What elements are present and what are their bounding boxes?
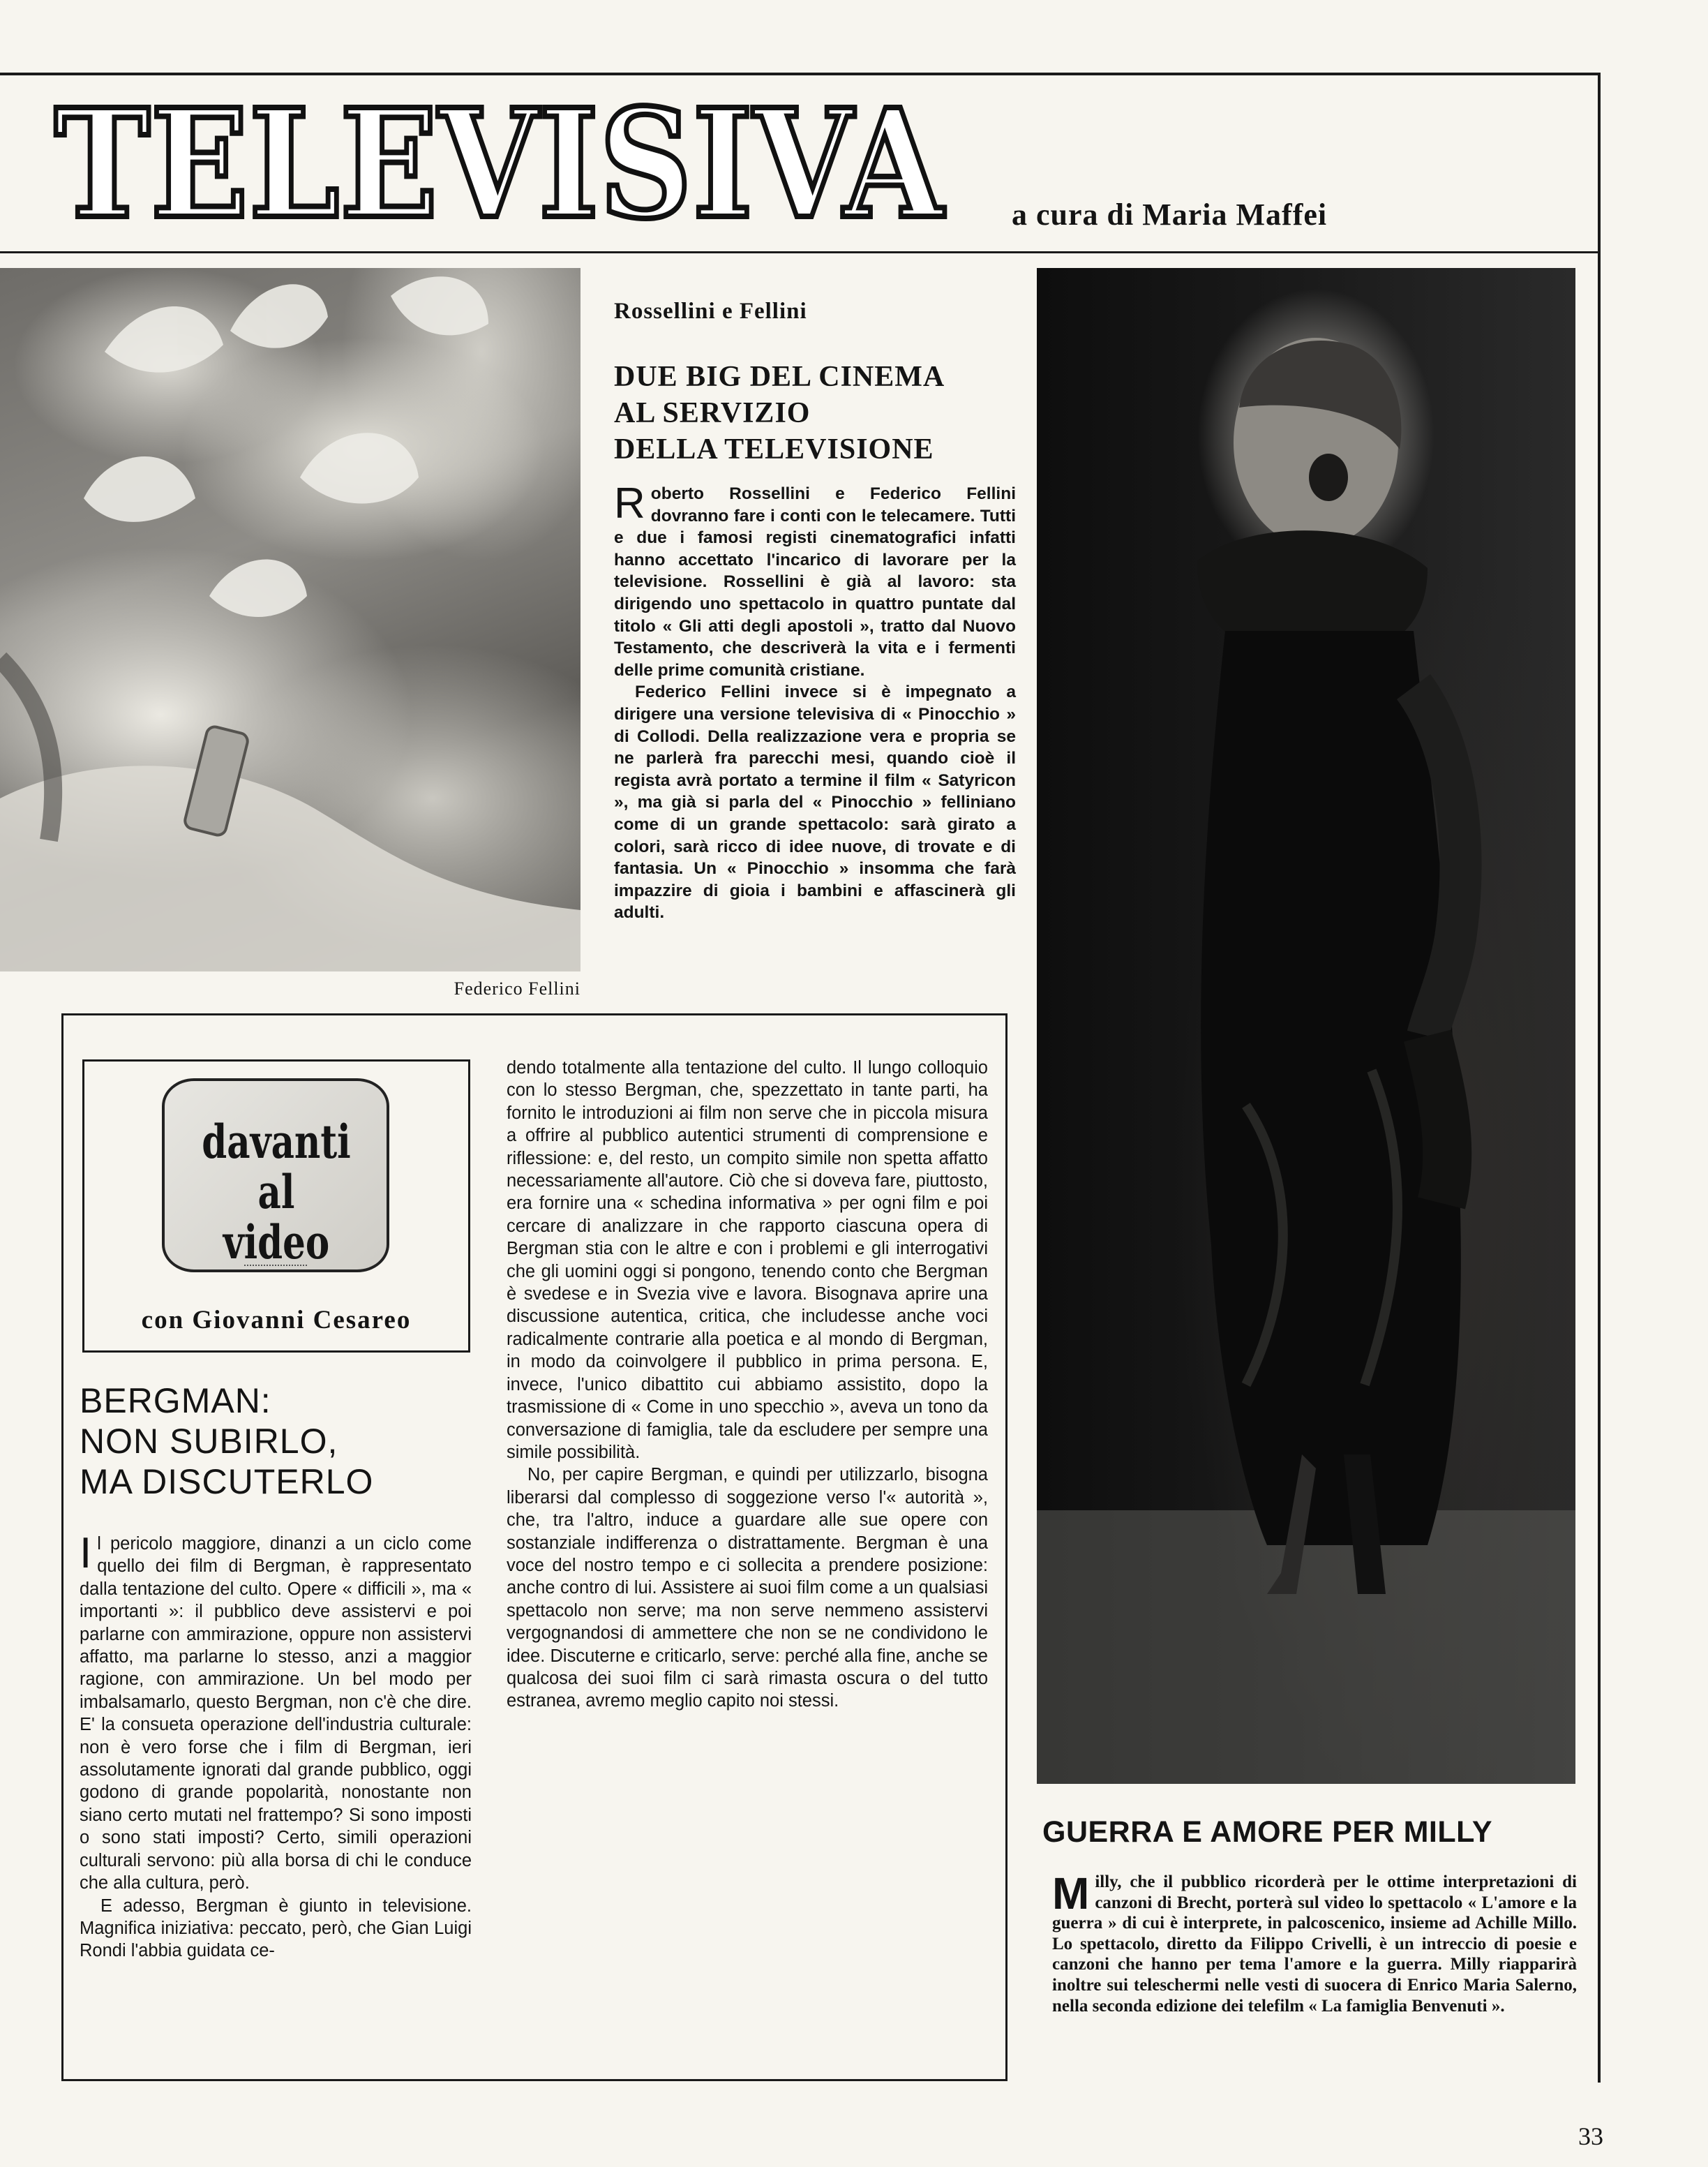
- headline-line: DUE BIG DEL CINEMA: [614, 361, 945, 393]
- column-paragraph: dendo totalmente alla tentazione del culto. Il lungo colloquio con lo stesso Bergman, che, spezzettato in tante parti, ha fornito le introduzioni ai film non serve che in piccola misura a offrire al pubblico autentici strumenti di comprensione e riflessione: e, del resto, un compito simile non spetta affatto necessariamente all'autore. Ciò che si doveva fare, piuttosto, era fornire una « schedina informativa » per ogni film e poi cercare di analizzare in che rapporto ciascuna opera di Bergman stia con le altre e con i problemi e gli interrogativi che gli uomini oggi si pongono, tenendo conto che Bergman è svedese e in Svezia vive e lavora. Bisognava aprire una discussione autentica, critica, che includesse anche voci radicalmente contrarie alla poetica e al mondo di Bergman, in modo da coinvolgere il pubblico in prima persona. E, invece, l'unico dibattito cui abbiamo assistito, dopo la trasmissione di « Come in uno specchio », aveva un tono da conversazione di famiglia, tale da escludere per sempre una simile possibilità.: [507, 1058, 988, 1462]
- milly-headline: GUERRA E AMORE PER MILLY: [1042, 1815, 1493, 1849]
- section-title: TELEVISIVA: [54, 77, 944, 252]
- article-paragraph: Federico Fellini invece si è impegnato a dirigere una versione televisiva di « Pinocchio » di Collodi. Della realizzazione vera e propria se ne parlerà fra parecchi mesi, quando cioè il regista avrà portato a termine il film « Satyricon », ma già si parla del « Pinocchio » felliniano come di un grande spettacolo: sarà girato a colori, sarà ricco di idee nuove, di trovate e di fantasia. Un « Pinocchio » insomma che farà impazzire di gioia i bambini e affascinerà gli adulti.: [614, 683, 1016, 923]
- column-paragraph: E adesso, Bergman è giunto in televisione. Magnifica iniziativa: peccato, però, che Gian Luigi Rondi l'abbia guidata ce-: [80, 1896, 472, 1961]
- article-headline: [614, 359, 1026, 468]
- headline-line: AL SERVIZIO: [614, 397, 811, 429]
- byline: a cura di Maria Maffei: [1012, 198, 1328, 232]
- paragraph-text: oberto Rossellini e Federico Fellini dovranno fare i conti con le telecamere. Tutti e due i famosi registi cinematografici infatti hanno accettato l'incarico di lavorare per la televisione. Rossellini è già al lavoro: sta dirigendo uno spettacolo in quattro puntate dal titolo « Gli atti degli apostoli », tratto dal Nuovo Testamento, che descriverà la vita e i fermenti delle prime comunità cristiane.: [614, 484, 1016, 680]
- right-rule: [1598, 73, 1601, 2083]
- fellini-photo-flowers-illustration: [0, 268, 580, 971]
- article-kicker: Rossellini e Fellini: [614, 299, 807, 324]
- drop-cap: I: [80, 1529, 92, 1577]
- column-paragraph: No, per capire Bergman, e quindi per utilizzarlo, bisogna liberarsi dal complesso di soggezione verso l'« autorità », che, tra l'altro, induce a guardare alle sue opere con sostanziale indifferenza o distrattamente. Bergman è una voce del nostro tempo e ci sollecita a prendere posizione: anche contro di lui. Assistere ai suoi film come a un qualsiasi spettacolo non serve; ma non serve nemmeno assistervi vergognandosi di ammettere che non se ne condividono le idee. Discuterne e criticarlo, serve: perché alla fine, anche se qualcosa dei suoi film ci sarà rimasta oscura o del tutto estranea, avremo meglio capito noi stessi.: [507, 1465, 988, 1711]
- column-text-left: [80, 1529, 472, 1963]
- headline-line: DELLA TELEVISIONE: [614, 433, 934, 466]
- paragraph-text: l pericolo maggiore, dinanzi a un ciclo come quello dei film di Bergman, è rappresentato dalla tentazione del culto. Opere « difficili », ma « importanti »: il pubblico deve assistervi e poi parlarne con ammirazione, oppure non assistervi affatto, ma parlarne lo stesso, anzi a maggior ragione, con ammirazione. Un bel modo per imbalsamarlo, questo Bergman, non c'è che dire. E' la consueta operazione dell'industria culturale: non è vero forse che i film di Bergman, ieri assolutamente ignorati dal grande pubblico, oggi godono di grande popolarità, nonostante non siano certo mutati nel frattempo? Si sono imposti o sono stati imposti? Certo, simili operazioni culturali servono: più alla borsa di chi le conduce che alla cultura, però.: [80, 1534, 472, 1893]
- column-logo: [201, 1117, 351, 1267]
- column-text-right: [507, 1057, 988, 1713]
- milly-body: [1052, 1868, 1577, 2016]
- column-author: con Giovanni Cesareo: [141, 1306, 412, 1334]
- top-rule: [0, 73, 1599, 75]
- drop-cap: M: [1052, 1868, 1090, 1919]
- fellini-photo: [0, 268, 580, 971]
- photo-caption: Federico Fellini: [454, 978, 580, 999]
- article-paragraph: [614, 479, 1016, 681]
- column-paragraph: [80, 1529, 472, 1895]
- headline-line: NON SUBIRLO,: [80, 1422, 338, 1461]
- page-number: 33: [1578, 2122, 1603, 2150]
- logo-line: davanti: [202, 1115, 351, 1169]
- milly-photo: [1037, 268, 1575, 1784]
- paragraph-text: illy, che il pubblico ricorderà per le ottime interpretazioni di canzoni di Brecht, porterà sul video lo spettacolo « L'amore e la guerra » di cui è interprete, in palcoscenico, insieme ad Achille Millo. Lo spettacolo, diretto da Filippo Crivelli, è un intreccio di poesie e canzoni che hanno per tema l'amore e la guerra. Milly riapparirà inoltre sui teleschermi nelle vesti di suocera di Enrico Maria Salerno, nella seconda edizione dei telefilm « La famiglia Benvenuti ».: [1052, 1872, 1577, 2016]
- tv-base-icon: [244, 1265, 307, 1269]
- milly-photo-singer-illustration: [1037, 268, 1575, 1784]
- drop-cap: R: [614, 479, 645, 528]
- milly-paragraph: [1052, 1868, 1577, 2016]
- headline-line: BERGMAN:: [80, 1381, 271, 1420]
- column-headline: [80, 1380, 470, 1502]
- headline-line: MA DISCUTERLO: [80, 1462, 374, 1501]
- logo-line: al video: [223, 1165, 330, 1269]
- article-body: [614, 479, 1016, 924]
